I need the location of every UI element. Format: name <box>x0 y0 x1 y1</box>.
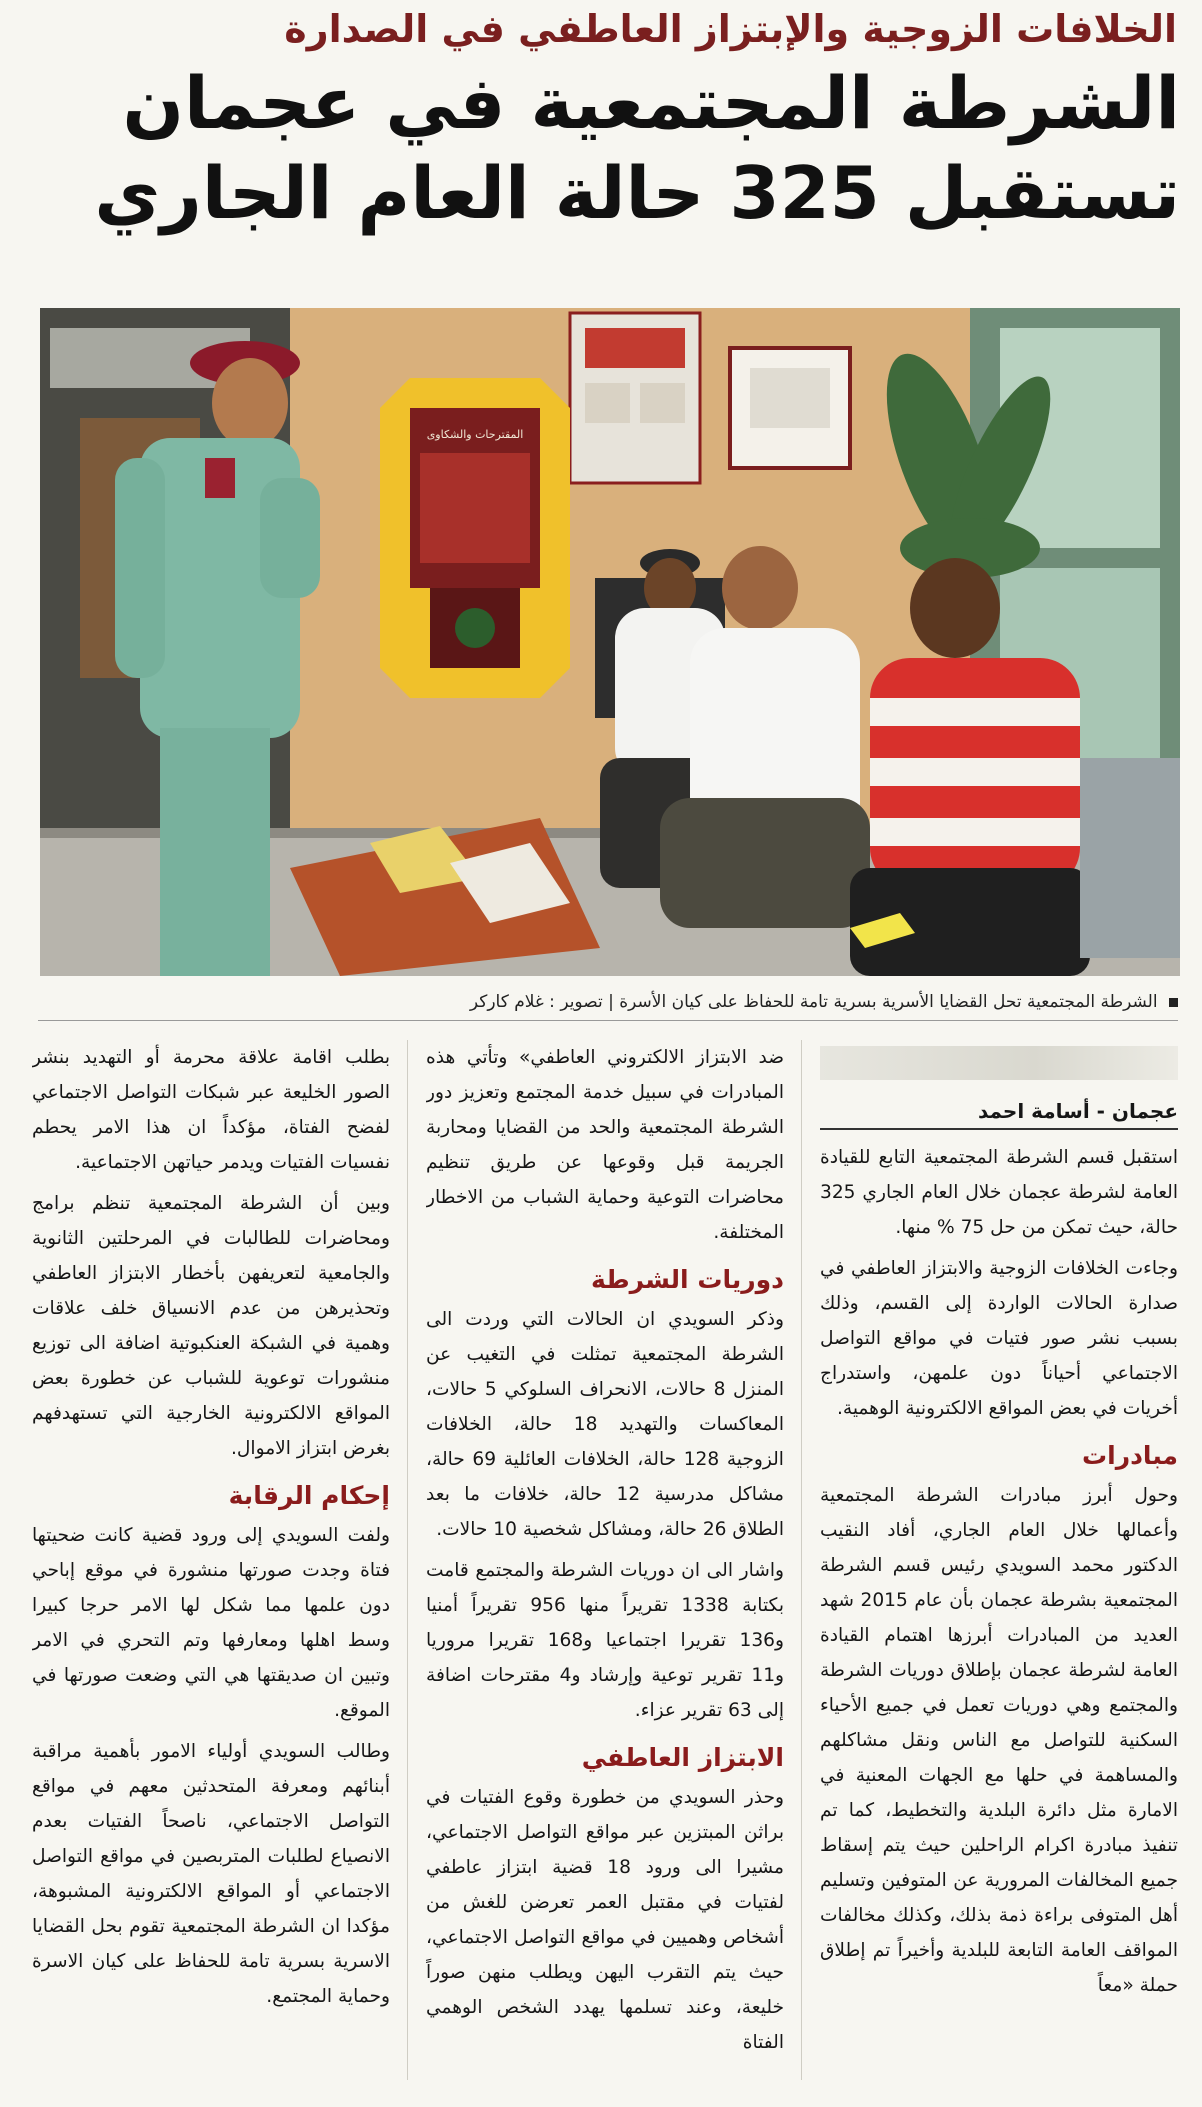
article-column-middle <box>426 1040 784 2100</box>
photo-caption <box>38 988 1178 1021</box>
subheading-emotional-blackmail: الابتزاز العاطفي <box>581 1743 784 1772</box>
caption-separator: | <box>608 992 614 1012</box>
caption-text: الشرطة المجتمعية تحل القضايا الأسرية بسرية تامة للحفاظ على كيان الأسرة <box>619 992 1158 1012</box>
column-top-band <box>820 1046 1178 1080</box>
caption-bullet-icon <box>1169 998 1178 1007</box>
paragraph: وحول أبرز مبادرات الشرطة المجتمعية وأعمالها خلال العام الجاري، أفاد النقيب الدكتور محمد السويدي رئيس قسم الشرطة المجتمعية بشرطة عجمان بأن عام 2015 شهد العديد من المبادرات أبرزها اهتمام القيادة العامة لشرطة عجمان بإطلاق دوريات الشرطة والمجتمع وهي دوريات تعمل في جميع الأحياء السكنية للتواصل مع الناس ونقل مشاكلهم والمساهمة في حلها مع الجهات المعنية في الامارة مثل دائرة البلدية والتخطيط، كما تم تنفيذ مبادرة اكرام الراحلين حيث يتم إسقاط جميع المخالفات المرورية عن المتوفين وتسليم أهل المتوفى براءة ذمة بذلك، وكذلك مخالفات المواقف العامة التابعة للبلدية وأخيراً تم إطلاق حملة «معاً <box>820 1485 1178 1996</box>
subheading-police-patrols: دوريات الشرطة <box>590 1265 784 1294</box>
paragraph: استقبل قسم الشرطة المجتمعية التابع للقيادة العامة لشرطة عجمان خلال العام الجاري 325 حالة، حيث تمكن من حل 75 % منها. <box>820 1147 1178 1238</box>
subheading-initiatives: مبادرات <box>1082 1441 1178 1470</box>
kicker-headline: الخلافات الزوجية والإبتزاز العاطفي في الصدارة <box>284 7 1177 51</box>
paragraph: وبين أن الشرطة المجتمعية تنظم برامج ومحاضرات للطالبات في المرحلتين الثانوية والجامعية لتعريفهن بأخطار الابتزاز العاطفي وتحذيرهن من عدم الانسياق خلف علاقات وهمية في الشبكة العنكبوتية اضافة الى توزيع منشورات توعوية للشباب عن خطورة بعض المواقع الالكترونية الخارجية التي تستهدفهم بغرض ابتزاز الاموال. <box>32 1193 390 1459</box>
byline: عجمان - أسامة احمد <box>820 1094 1178 1130</box>
paragraph: ضد الابتزاز الالكتروني العاطفي» وتأتي هذه المبادرات في سبيل خدمة المجتمع وتعزيز دور الشرطة المجتمعية والحد من القضايا ومحاربة الجريمة قبل وقوعها عن طريق تنظيم محاضرات التوعية وحماية الشباب من الاخطار المختلفة. <box>426 1047 784 1243</box>
paragraph: واشار الى ان دوريات الشرطة والمجتمع قامت بكتابة 1338 تقريراً منها 956 تقريراً أمنيا و136 تقريرا اجتماعيا و168 تقريرا مروريا و11 تقرير توعية وإرشاد و4 مقترحات اضافة إلى 63 تقرير عزاء. <box>426 1560 784 1721</box>
article-photo <box>40 308 1180 976</box>
article-column-right <box>820 1040 1178 2100</box>
photo-credit: تصوير : غلام كاركر <box>469 992 603 1012</box>
suggestion-board-title: المقترحات والشكاوى <box>426 428 524 441</box>
paragraph: ولفت السويدي إلى ورود قضية كانت ضحيتها فتاة وجدت صورتها منشورة في موقع إباحي دون علمها مما شكل لها الامر حرجا كبيرا وسط اهلها ومعارفها وتم التحري في الامر وتبين ان صديقتها هي التي وضعت صورتها في الموقع. <box>32 1525 390 1721</box>
article-column-left <box>32 1040 390 2100</box>
paragraph: وذكر السويدي ان الحالات التي وردت الى الشرطة المجتمعية تمثلت في التغيب عن المنزل 8 حالات، الانحراف السلوكي 5 حالات، المعاكسات والتهديد 18 حالة، الخلافات الزوجية 128 حالة، الخلافات العائلية 69 حالة، مشاكل مدرسية 12 حالة، خلافات ما بعد الطلاق 26 حالة، ومشاكل شخصية 10 حالات. <box>426 1309 784 1540</box>
column-divider <box>801 1040 802 2080</box>
paragraph: بطلب اقامة علاقة محرمة أو التهديد بنشر الصور الخليعة عبر شبكات التواصل الاجتماعي لفضح الفتاة، مؤكداً ان هذا الامر يحطم نفسيات الفتيات ويدمر حياتهن الاجتماعية. <box>32 1047 390 1173</box>
paragraph: وحذر السويدي من خطورة وقوع الفتيات في براثن المبتزين عبر مواقع التواصل الاجتماعي، مشيرا الى ورود 18 قضية ابتزاز عاطفي لفتيات في مقتبل العمر تعرضن للغش من أشخاص وهميين في مواقع التواصل الاجتماعي، حيث يتم التقرب اليهن ويطلب منهن صوراً خليعة، وعند تسلمها يهدد الشخص الوهمي الفتاة <box>426 1787 784 2053</box>
subheading-tight-control: إحكام الرقابة <box>228 1481 390 1510</box>
paragraph: وطالب السويدي أولياء الامور بأهمية مراقبة أبنائهم ومعرفة المتحدثين معهم في مواقع التواصل الاجتماعي، ناصحاً الفتيات بعدم الانصياع لطلبات المتربصين في مواقع التواصل الاجتماعي أو المواقع الالكترونية المشبوهة، مؤكدا ان الشرطة المجتمعية تقوم بحل القضايا الاسرية بسرية تامة للحفاظ على كيان الاسرة وحماية المجتمع. <box>32 1741 390 2007</box>
paragraph: وجاءت الخلافات الزوجية والابتزاز العاطفي في صدارة الحالات الواردة إلى القسم، وذلك بسبب نشر صور فتيات في مواقع التواصل الاجتماعي أحياناً دون علمهن، واستدراج أخريات في بعض المواقع الالكترونية الوهمية. <box>820 1258 1178 1419</box>
column-divider <box>407 1040 408 2080</box>
page-title: الشرطة المجتمعية في عجمان تستقبل 325 حالة العام الجاري <box>94 61 1180 235</box>
photo-illustration <box>40 308 1180 976</box>
